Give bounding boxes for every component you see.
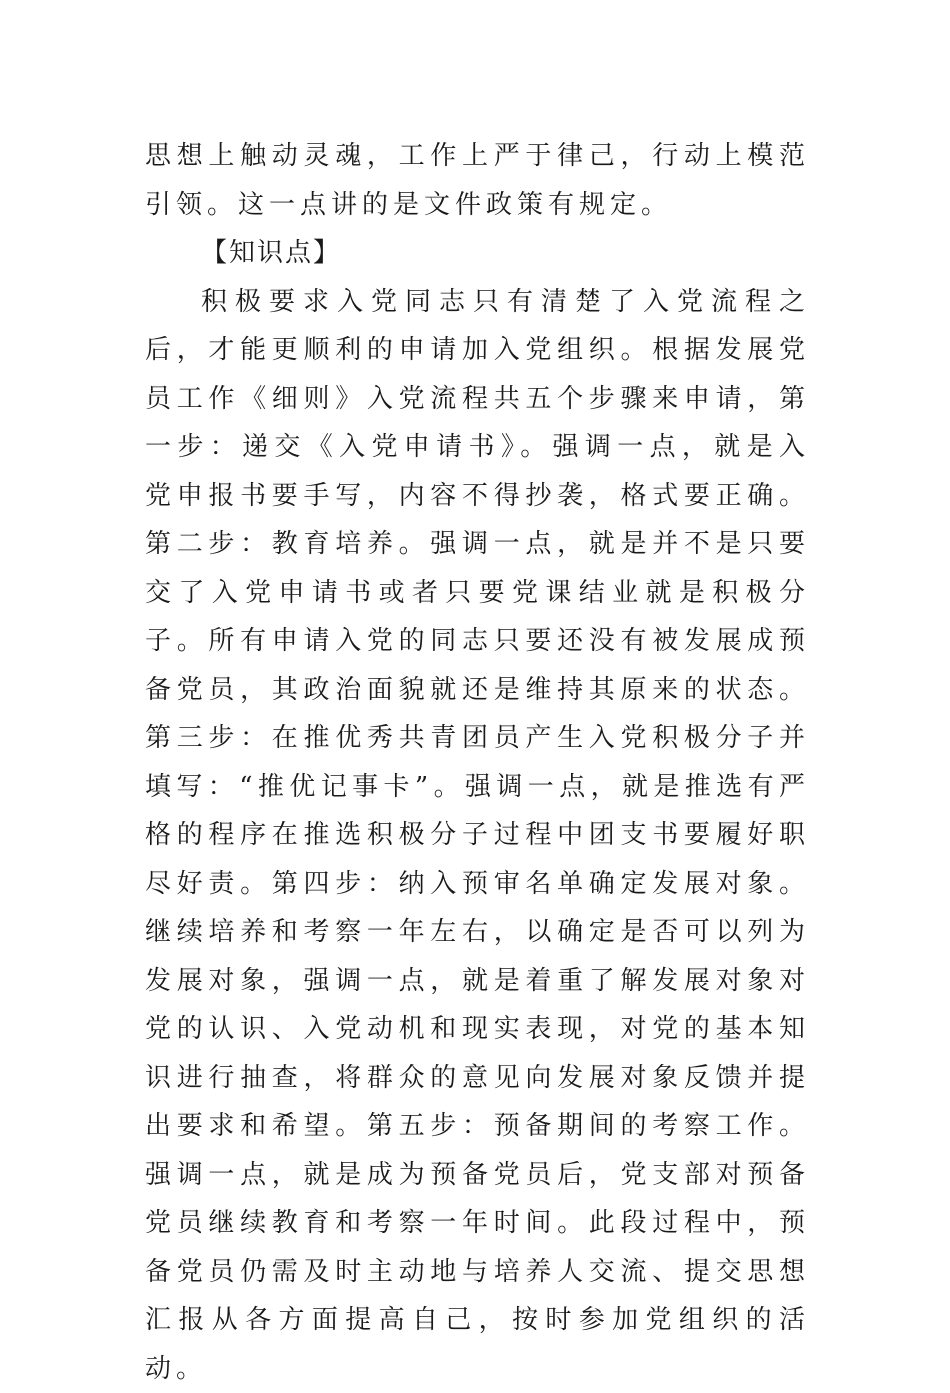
paragraph-continuation: 思想上触动灵魂，工作上严于律己，行动上模范引领。这一点讲的是文件政策有规定。 [145,132,810,229]
document-body [145,132,810,1393]
section-heading-knowledge-point: 【知识点】 [145,229,810,278]
paragraph-application-process: 积极要求入党同志只有清楚了入党流程之后，才能更顺利的申请加入党组织。根据发展党员工作《细则》入党流程共五个步骤来申请，第一步：递交《入党申请书》。强调一点，就是入党申报书要手写，内容不得抄袭，格式要正确。第二步：教育培养。强调一点，就是并不是只要交了入党申请书或者只要党课结业就是积极分子。所有申请入党的同志只要还没有被发展成预备党员，其政治面貌就还是维持其原来的状态。第三步：在推优秀共青团员产生入党积极分子并填写：“推优记事卡”。强调一点，就是推选有严格的程序在推选积极分子过程中团支书要履好职尽好责。第四步：纳入预审名单确定发展对象。继续培养和考察一年左右，以确定是否可以列为发展对象，强调一点，就是着重了解发展对象对党的认识、入党动机和现实表现，对党的基本知识进行抽查，将群众的意见向发展对象反馈并提出要求和希望。第五步：预备期间的考察工作。强调一点，就是成为预备党员后，党支部对预备党员继续教育和考察一年时间。此段过程中，预备党员仍需及时主动地与培养人交流、提交思想汇报从各方面提高自己，按时参加党组织的活动。 [145,278,810,1393]
